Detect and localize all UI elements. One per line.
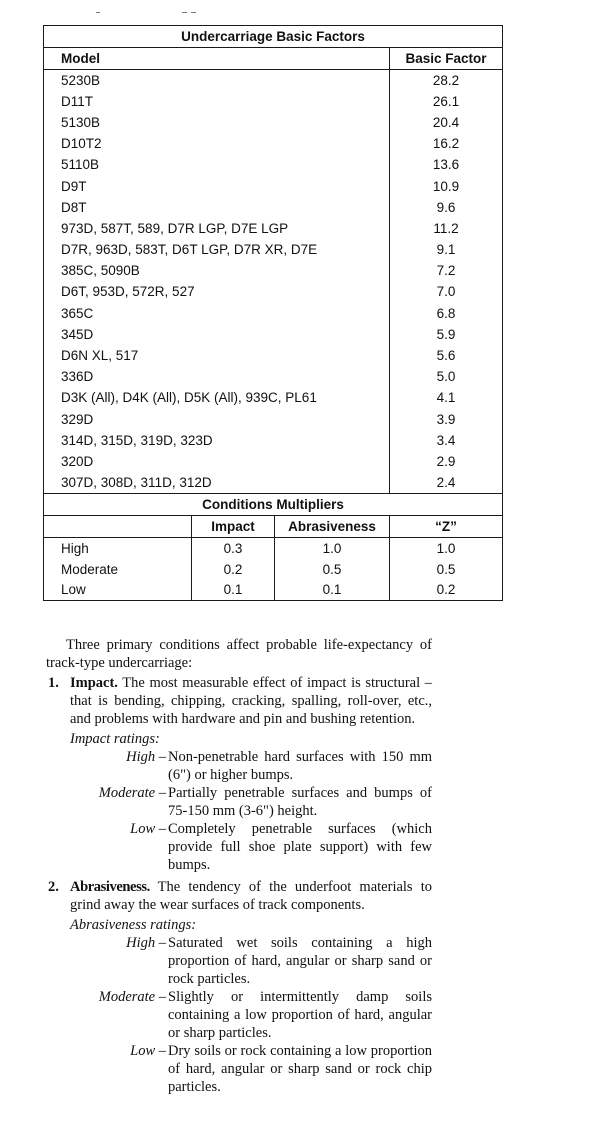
impact-body: The most measurable effect of impact is structural – that is bending, chipping, cracking, spalling, roll-over, etc., and problems with hardware and pin and bushing retention. xyxy=(70,675,432,727)
factor-cell: 2.9 xyxy=(390,451,503,472)
factor-cell: 7.0 xyxy=(390,281,503,302)
factor-cell: 5.6 xyxy=(390,345,503,366)
rating-label: Low – xyxy=(130,1043,166,1059)
impact-cell: 0.2 xyxy=(192,558,275,579)
condition-row xyxy=(44,580,503,601)
basic-factor-header: Basic Factor xyxy=(390,48,503,70)
model-cell: 365C xyxy=(44,303,390,324)
rating-entry xyxy=(46,934,432,988)
table-row xyxy=(44,324,503,345)
model-cell: 314D, 315D, 319D, 323D xyxy=(44,430,390,451)
table-row xyxy=(44,70,503,91)
impact-header: Impact xyxy=(192,515,275,537)
table-row xyxy=(44,303,503,324)
impact-ratings xyxy=(46,748,432,874)
table-row xyxy=(44,218,503,239)
table-row xyxy=(44,91,503,112)
undercarriage-table xyxy=(43,25,503,601)
cond-empty-header xyxy=(44,515,192,537)
rating-label: Moderate – xyxy=(98,785,166,801)
z-cell: 0.2 xyxy=(390,580,503,601)
table-title: Undercarriage Basic Factors xyxy=(44,26,503,48)
impact-lead: Impact. xyxy=(70,675,118,691)
factor-cell: 5.9 xyxy=(390,324,503,345)
abrasiveness-ratings-title: Abrasiveness ratings: xyxy=(70,917,197,933)
condition-row xyxy=(44,537,503,558)
condition-row xyxy=(44,558,503,579)
abrasiveness-number: 2. xyxy=(48,879,59,895)
rating-text: Non-penetrable hard surfaces with 150 mm (6") or higher bumps. xyxy=(168,749,432,783)
factor-cell: 20.4 xyxy=(390,112,503,133)
model-cell: D8T xyxy=(44,197,390,218)
rating-entry xyxy=(46,988,432,1042)
abrasiveness-cell: 0.1 xyxy=(275,580,390,601)
model-header: Model xyxy=(44,48,390,70)
header-marks xyxy=(96,6,216,20)
table-row xyxy=(44,197,503,218)
abrasiveness-header: Abrasiveness xyxy=(275,515,390,537)
rating-entry xyxy=(46,1042,432,1096)
model-cell: 307D, 308D, 311D, 312D xyxy=(44,472,390,493)
factor-cell: 7.2 xyxy=(390,260,503,281)
model-cell: D6N XL, 517 xyxy=(44,345,390,366)
impact-ratings-title: Impact ratings: xyxy=(70,731,160,747)
table-row xyxy=(44,281,503,302)
factor-cell: 9.1 xyxy=(390,239,503,260)
abrasiveness-lead: Abrasiveness. xyxy=(70,879,150,895)
table-row xyxy=(44,345,503,366)
factor-cell: 3.9 xyxy=(390,409,503,430)
body-text xyxy=(46,636,432,1096)
table-row xyxy=(44,239,503,260)
impact-number: 1. xyxy=(48,675,59,691)
abrasiveness-body: The tendency of the underfoot materials to grind away the wear surfaces of track components. xyxy=(70,879,432,913)
rating-text: Partially penetrable surfaces and bumps of 75-150 mm (3-6") height. xyxy=(168,785,432,819)
condition-label: High xyxy=(44,537,192,558)
abrasiveness-item xyxy=(46,878,432,914)
factor-cell: 26.1 xyxy=(390,91,503,112)
impact-item xyxy=(46,674,432,728)
factor-cell: 10.9 xyxy=(390,175,503,196)
intro-paragraph: Three primary conditions affect probable life-expectancy of track-type undercarriage: xyxy=(46,637,432,671)
rating-text: Slightly or intermittently damp soils containing a low proportion of hard, angular or sharp particles. xyxy=(168,989,432,1041)
table-row xyxy=(44,409,503,430)
table-row xyxy=(44,112,503,133)
factor-cell: 9.6 xyxy=(390,197,503,218)
model-cell: D6T, 953D, 572R, 527 xyxy=(44,281,390,302)
rating-label: High – xyxy=(126,935,166,951)
rating-entry xyxy=(46,784,432,820)
model-cell: D3K (All), D4K (All), D5K (All), 939C, PL61 xyxy=(44,387,390,408)
model-cell: 329D xyxy=(44,409,390,430)
condition-label: Moderate xyxy=(44,558,192,579)
table-row xyxy=(44,366,503,387)
impact-cell: 0.1 xyxy=(192,580,275,601)
factor-cell: 4.1 xyxy=(390,387,503,408)
abrasiveness-cell: 0.5 xyxy=(275,558,390,579)
rating-entry xyxy=(46,748,432,784)
table-row xyxy=(44,175,503,196)
table-row xyxy=(44,472,503,493)
model-cell: D9T xyxy=(44,175,390,196)
rating-text: Saturated wet soils containing a high proportion of hard, angular or sharp sand or rock particles. xyxy=(168,935,432,987)
factor-cell: 28.2 xyxy=(390,70,503,91)
factor-cell: 13.6 xyxy=(390,154,503,175)
abrasiveness-ratings xyxy=(46,934,432,1096)
table-row xyxy=(44,387,503,408)
model-cell: 345D xyxy=(44,324,390,345)
table-row xyxy=(44,430,503,451)
model-cell: D11T xyxy=(44,91,390,112)
rating-entry xyxy=(46,820,432,874)
factor-cell: 2.4 xyxy=(390,472,503,493)
factor-cell: 11.2 xyxy=(390,218,503,239)
conditions-title: Conditions Multipliers xyxy=(44,493,503,515)
condition-label: Low xyxy=(44,580,192,601)
rating-label: Low – xyxy=(130,821,166,837)
table-row xyxy=(44,451,503,472)
z-cell: 1.0 xyxy=(390,537,503,558)
factor-cell: 6.8 xyxy=(390,303,503,324)
rating-label: High – xyxy=(126,749,166,765)
model-cell: D7R, 963D, 583T, D6T LGP, D7R XR, D7E xyxy=(44,239,390,260)
model-cell: 973D, 587T, 589, D7R LGP, D7E LGP xyxy=(44,218,390,239)
table-row xyxy=(44,154,503,175)
model-cell: 336D xyxy=(44,366,390,387)
model-cell: 5110B xyxy=(44,154,390,175)
model-cell: 320D xyxy=(44,451,390,472)
factor-cell: 5.0 xyxy=(390,366,503,387)
factor-cell: 3.4 xyxy=(390,430,503,451)
model-cell: 5130B xyxy=(44,112,390,133)
impact-cell: 0.3 xyxy=(192,537,275,558)
rating-text: Completely penetrable surfaces (which provide full shoe plate support) with few bumps. xyxy=(168,821,432,873)
factor-cell: 16.2 xyxy=(390,133,503,154)
rating-label: Moderate – xyxy=(98,989,166,1005)
abrasiveness-cell: 1.0 xyxy=(275,537,390,558)
z-cell: 0.5 xyxy=(390,558,503,579)
table-row xyxy=(44,260,503,281)
model-cell: 385C, 5090B xyxy=(44,260,390,281)
model-cell: 5230B xyxy=(44,70,390,91)
table-row xyxy=(44,133,503,154)
z-header: “Z” xyxy=(390,515,503,537)
rating-text: Dry soils or rock containing a low proportion of hard, angular or sharp sand or rock chip particles. xyxy=(168,1043,432,1095)
model-cell: D10T2 xyxy=(44,133,390,154)
